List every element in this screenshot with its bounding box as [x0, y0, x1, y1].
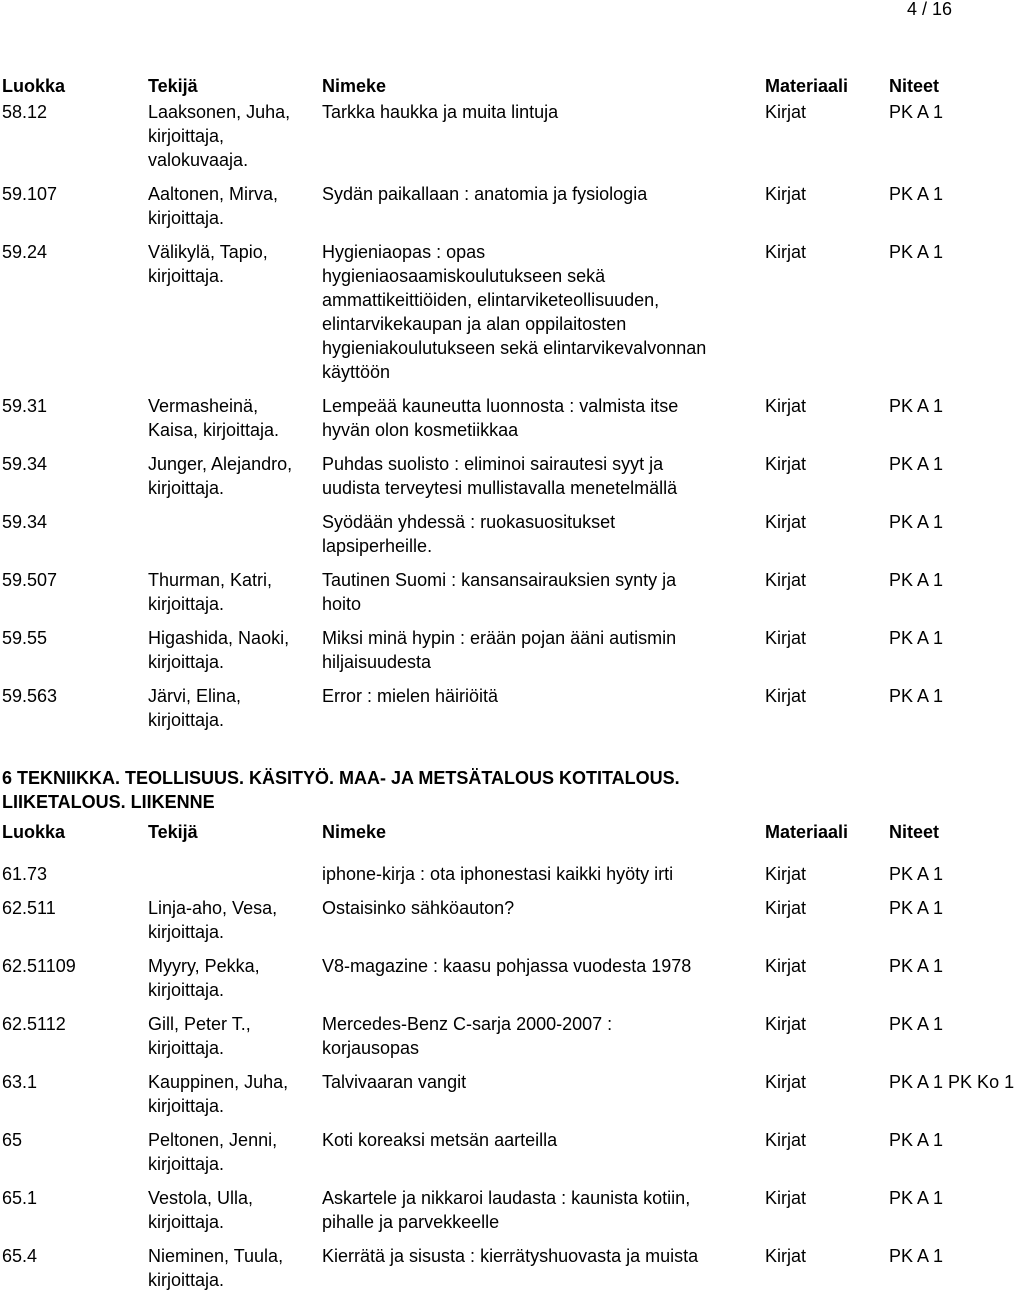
table-row: [0, 510, 960, 568]
cell-niteet: PK A 1: [889, 570, 944, 590]
table-header: [0, 74, 960, 100]
cell-luokka: 58.12: [2, 102, 48, 122]
cell-nimeke: V8-magazine : kaasu pohjassa vuodesta 1978: [322, 956, 692, 976]
cell-materiaali: Kirjat: [765, 1072, 807, 1092]
cell-materiaali: Kirjat: [765, 184, 807, 204]
cell-materiaali: Kirjat: [765, 1246, 807, 1266]
table-row: [0, 182, 960, 240]
table-row: [0, 452, 960, 510]
cell-tekija: Gill, Peter T., kirjoittaja.: [148, 1014, 251, 1058]
table-row: [0, 394, 960, 452]
header-materiaali: Materiaali: [765, 76, 849, 96]
cell-luokka: 59.34: [2, 512, 48, 532]
cell-tekija: Vestola, Ulla, kirjoittaja.: [148, 1188, 254, 1232]
cell-materiaali: Kirjat: [765, 396, 807, 416]
cell-tekija: Kauppinen, Juha, kirjoittaja.: [148, 1072, 289, 1116]
cell-niteet: PK A 1: [889, 1188, 944, 1208]
table-row: [0, 1128, 960, 1186]
cell-tekija: Välikylä, Tapio, kirjoittaja.: [148, 242, 268, 286]
cell-niteet: PK A 1: [889, 1130, 944, 1150]
cell-materiaali: Kirjat: [765, 242, 807, 262]
cell-materiaali: Kirjat: [765, 1130, 807, 1150]
table-header: [0, 820, 960, 862]
cell-luokka: 59.55: [2, 628, 48, 648]
cell-niteet: PK A 1: [889, 454, 944, 474]
cell-luokka: 65.1: [2, 1188, 38, 1208]
cell-niteet: PK A 1: [889, 102, 944, 122]
table-row: [0, 896, 960, 954]
cell-materiaali: Kirjat: [765, 454, 807, 474]
cell-materiaali: Kirjat: [765, 686, 807, 706]
cell-nimeke: Askartele ja nikkaroi laudasta : kaunista kotiin, pihalle ja parvekkeelle: [322, 1188, 691, 1232]
cell-luokka: 59.31: [2, 396, 48, 416]
header-niteet: Niteet: [889, 822, 940, 842]
cell-tekija: Aaltonen, Mirva, kirjoittaja.: [148, 184, 279, 228]
cell-nimeke: Tautinen Suomi : kansansairauksien synty ja hoito: [322, 570, 677, 614]
cell-nimeke: Tarkka haukka ja muita lintuja: [322, 102, 559, 122]
header-luokka: Luokka: [2, 76, 66, 96]
cell-nimeke: Puhdas suolisto : eliminoi sairautesi syyt ja uudista terveytesi mullistavalla menetelmällä: [322, 454, 678, 498]
cell-luokka: 61.73: [2, 864, 48, 884]
cell-materiaali: Kirjat: [765, 512, 807, 532]
cell-luokka: 59.107: [2, 184, 58, 204]
cell-luokka: 59.34: [2, 454, 48, 474]
cell-nimeke: Lempeää kauneutta luonnosta : valmista itse hyvän olon kosmetiikkaa: [322, 396, 679, 440]
table-row: [0, 1244, 960, 1302]
cell-nimeke: Error : mielen häiriöitä: [322, 686, 499, 706]
catalog-table-1: [0, 74, 960, 742]
cell-luokka: 59.24: [2, 242, 48, 262]
table-row: [0, 862, 960, 896]
cell-materiaali: Kirjat: [765, 864, 807, 884]
cell-materiaali: Kirjat: [765, 956, 807, 976]
cell-materiaali: Kirjat: [765, 570, 807, 590]
cell-niteet: PK A 1: [889, 864, 944, 884]
page-number: 4 / 16: [906, 0, 952, 19]
cell-luokka: 65: [2, 1130, 23, 1150]
cell-tekija: Vermasheinä, Kaisa, kirjoittaja.: [148, 396, 280, 440]
cell-tekija: [146, 510, 320, 568]
cell-nimeke: Syödään yhdessä : ruokasuositukset lapsiperheille.: [322, 512, 616, 556]
cell-luokka: 63.1: [2, 1072, 38, 1092]
cell-niteet: PK A 1: [889, 242, 944, 262]
cell-materiaali: Kirjat: [765, 102, 807, 122]
cell-niteet: PK A 1: [889, 1246, 944, 1266]
cell-luokka: 59.563: [2, 686, 58, 706]
section-title: 6 TEKNIIKKA. TEOLLISUUS. KÄSITYÖ. MAA- JA METSÄTALOUS KOTITALOUS. LIIKETALOUS. LIIKENNE: [2, 768, 680, 812]
cell-nimeke: Talvivaaran vangit: [322, 1072, 467, 1092]
cell-niteet: PK A 1: [889, 1014, 944, 1034]
cell-nimeke: Miksi minä hypin : erään pojan ääni autismin hiljaisuudesta: [322, 628, 677, 672]
cell-tekija: Myyry, Pekka, kirjoittaja.: [148, 956, 260, 1000]
cell-tekija: [146, 862, 320, 896]
table-row: [0, 1186, 960, 1244]
cell-niteet: PK A 1: [889, 686, 944, 706]
cell-niteet: PK A 1: [889, 396, 944, 416]
cell-tekija: Peltonen, Jenni, kirjoittaja.: [148, 1130, 278, 1174]
table-row: [0, 954, 960, 1012]
header-luokka: Luokka: [2, 822, 66, 842]
table-row: [0, 100, 960, 182]
cell-tekija: Thurman, Katri, kirjoittaja.: [148, 570, 273, 614]
catalog-table-2: [0, 820, 1014, 1302]
cell-nimeke: Ostaisinko sähköauton?: [322, 898, 515, 918]
cell-luokka: 59.507: [2, 570, 58, 590]
cell-nimeke: Kierrätä ja sisusta : kierrätyshuovasta ja muista: [322, 1246, 699, 1266]
header-nimeke: Nimeke: [322, 76, 387, 96]
cell-materiaali: Kirjat: [765, 1188, 807, 1208]
cell-nimeke: iphone-kirja : ota iphonestasi kaikki hyöty irti: [322, 864, 674, 884]
cell-tekija: Linja-aho, Vesa, kirjoittaja.: [148, 898, 278, 942]
header-materiaali: Materiaali: [765, 822, 849, 842]
header-tekija: Tekijä: [148, 76, 198, 96]
cell-nimeke: Koti koreaksi metsän aarteilla: [322, 1130, 558, 1150]
table-row: [0, 240, 960, 394]
cell-tekija: Higashida, Naoki, kirjoittaja.: [148, 628, 290, 672]
cell-niteet: PK A 1: [889, 628, 944, 648]
table-row: [0, 1012, 960, 1070]
cell-niteet: PK A 1: [889, 956, 944, 976]
cell-nimeke: Hygieniaopas : opas hygieniaosaamiskoulutukseen sekä ammattikeittiöiden, elintarviketeollisuuden, elintarvikekaupan ja alan oppilaitosten hygieniakoulutukseen sekä elintarvikevalvonnan käyttöön: [322, 242, 707, 382]
header-tekija: Tekijä: [148, 822, 198, 842]
cell-tekija: Laaksonen, Juha, kirjoittaja, valokuvaaja.: [148, 102, 291, 170]
cell-niteet: PK A 1: [889, 512, 944, 532]
header-nimeke: Nimeke: [322, 822, 387, 842]
cell-luokka: 65.4: [2, 1246, 38, 1266]
table-row: [0, 1070, 1014, 1128]
cell-materiaali: Kirjat: [765, 1014, 807, 1034]
cell-niteet: PK A 1: [889, 898, 944, 918]
cell-luokka: 62.51109: [2, 956, 76, 976]
cell-tekija: Junger, Alejandro, kirjoittaja.: [148, 454, 293, 498]
table-row: [0, 568, 960, 626]
cell-niteet: PK A 1: [889, 184, 944, 204]
cell-tekija: Nieminen, Tuula, kirjoittaja.: [148, 1246, 284, 1290]
cell-niteet: PK A 1 PK Ko 1: [889, 1072, 1014, 1092]
cell-materiaali: Kirjat: [765, 628, 807, 648]
cell-materiaali: Kirjat: [765, 898, 807, 918]
cell-nimeke: Sydän paikallaan : anatomia ja fysiologia: [322, 184, 648, 204]
header-niteet: Niteet: [889, 76, 940, 96]
cell-nimeke: Mercedes-Benz C-sarja 2000-2007 : korjausopas: [322, 1014, 613, 1058]
table-row: [0, 626, 960, 684]
table-row: [0, 684, 960, 742]
cell-tekija: Järvi, Elina, kirjoittaja.: [148, 686, 242, 730]
cell-luokka: 62.511: [2, 898, 56, 918]
cell-luokka: 62.5112: [2, 1014, 66, 1034]
